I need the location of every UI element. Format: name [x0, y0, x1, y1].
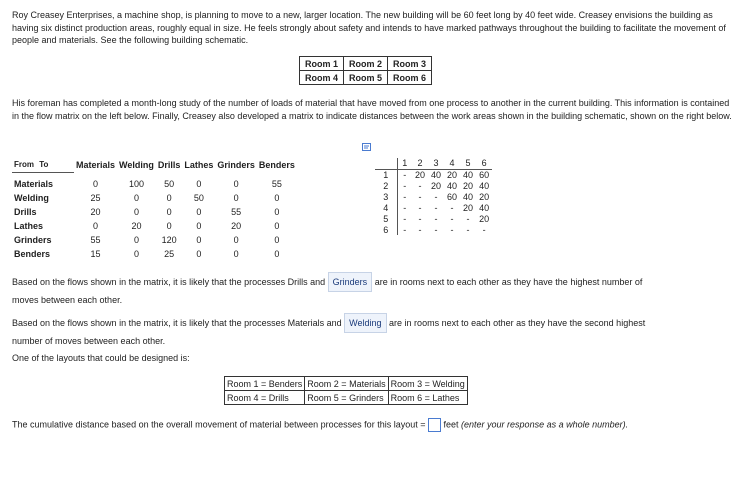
- flow-row: [12, 177, 297, 191]
- question-2: [12, 313, 736, 349]
- q2-text-before: Based on the flows shown in the matrix, it is likely that the processes Materials and: [12, 318, 342, 328]
- flow-corner-header: [12, 158, 74, 172]
- flow-cell: 0: [166, 207, 172, 217]
- distance-cell: -: [418, 191, 422, 202]
- distance-cell: 20: [479, 191, 490, 202]
- distance-row-header: 5: [375, 213, 397, 224]
- distance-col-header: 3: [428, 158, 444, 169]
- flow-row: [12, 247, 297, 261]
- distance-cell: -: [482, 224, 486, 235]
- flow-cell: 0: [196, 249, 202, 259]
- q1-text-before: Based on the flows shown in the matrix, it is likely that the processes Drills and: [12, 277, 326, 287]
- final-unit: feet: [443, 419, 459, 430]
- foreman-paragraph: His foreman has completed a month-long study of the number of loads of material that have moved from one process to another in the current building. This information is contained in the flow matrix on the left below. Finally, Creasey also developed a matrix to indicate distances between the work areas shown in the building schematic, shown on the right below.: [12, 98, 732, 121]
- flow-cell: 55: [231, 207, 242, 217]
- distance-col-header: 1: [397, 158, 412, 169]
- flow-row-header: Materials: [14, 179, 54, 189]
- flow-col-header: Welding: [119, 160, 154, 170]
- flow-cell: 0: [133, 249, 139, 259]
- flow-cell: 100: [128, 179, 144, 189]
- distance-matrix: [375, 158, 492, 235]
- distance-cell: 20: [431, 180, 442, 191]
- schematic-cell: Room 4: [300, 71, 344, 85]
- flow-row-header: Grinders: [14, 235, 52, 245]
- distance-cell: 40: [431, 169, 442, 180]
- q2-text-line2: number of moves between each other.: [12, 336, 166, 346]
- distance-cell: -: [434, 191, 438, 202]
- flow-col-header: Benders: [258, 160, 295, 170]
- distance-col-header: 4: [444, 158, 460, 169]
- building-schematic: [299, 56, 432, 85]
- flow-cell: 0: [196, 207, 202, 217]
- distance-cell: 40: [479, 180, 490, 191]
- distance-cell: 60: [479, 169, 490, 180]
- layout-cell: Room 3 = Welding: [388, 377, 467, 391]
- flow-cell: 0: [233, 235, 239, 245]
- distance-col-header: 5: [460, 158, 476, 169]
- distance-col-header: 2: [412, 158, 428, 169]
- final-hint: (enter your response as a whole number).: [461, 419, 629, 430]
- flow-matrix: [12, 158, 297, 261]
- flow-cell: 0: [133, 207, 139, 217]
- distance-cell: -: [450, 202, 454, 213]
- flow-cell: 25: [90, 193, 101, 203]
- flow-cell: 0: [93, 221, 99, 231]
- distance-cell: 20: [415, 169, 426, 180]
- q2-answer-dropdown[interactable]: Welding: [344, 313, 386, 333]
- distance-cell: -: [403, 202, 407, 213]
- distance-cell: 40: [463, 191, 474, 202]
- flow-cell: 25: [164, 249, 175, 259]
- distance-cell: -: [403, 180, 407, 191]
- flow-cell: 0: [274, 193, 280, 203]
- layout-cell: Room 2 = Materials: [305, 377, 388, 391]
- flow-cell: 0: [166, 221, 172, 231]
- layout-cell: Room 6 = Lathes: [388, 391, 467, 405]
- flow-row: [12, 205, 297, 219]
- distance-cell: -: [418, 180, 422, 191]
- distance-cell: 20: [463, 180, 474, 191]
- distance-cell: -: [450, 224, 454, 235]
- flow-col-header: Grinders: [217, 160, 255, 170]
- flow-cell: 50: [164, 179, 175, 189]
- flow-row: [12, 191, 297, 205]
- question-1: [12, 272, 736, 308]
- distance-cell: 40: [447, 180, 458, 191]
- distance-cell: 20: [463, 202, 474, 213]
- flow-row-header: Drills: [14, 207, 37, 217]
- flow-cell: 0: [274, 221, 280, 231]
- distance-row-header: 4: [375, 202, 397, 213]
- distance-corner: [375, 158, 397, 169]
- copy-icon[interactable]: [362, 143, 371, 151]
- distance-cell: -: [403, 224, 407, 235]
- flow-row-header: Welding: [14, 193, 49, 203]
- distance-cell: -: [434, 202, 438, 213]
- layout-cell: Room 4 = Drills: [225, 391, 305, 405]
- flow-cell: 0: [274, 207, 280, 217]
- schematic-cell: Room 6: [388, 71, 432, 85]
- intro-paragraph: Roy Creasey Enterprises, a machine shop, is planning to move to a new, larger location. The new building will be 60 feet long by 40 feet wide. Creasey envisions the building as having six distinct production areas, roughly equal in size. He feels strongly about safety and intends to have marked pathways throughout the building to facilitate the movement of people and materials. See the following building schematic.: [12, 10, 726, 45]
- distance-cell: 60: [447, 191, 458, 202]
- flow-cell: 50: [193, 193, 204, 203]
- final-question: [12, 418, 736, 432]
- flow-cell: 120: [161, 235, 177, 245]
- distance-cell: -: [434, 224, 438, 235]
- flow-cell: 0: [233, 249, 239, 259]
- distance-cell: -: [418, 224, 422, 235]
- layout-cell: Room 1 = Benders: [225, 377, 305, 391]
- flow-cell: 55: [90, 235, 101, 245]
- flow-cell: 55: [271, 179, 282, 189]
- flow-cell: 0: [233, 179, 239, 189]
- layout-cell: Room 5 = Grinders: [305, 391, 388, 405]
- distance-cell: -: [403, 191, 407, 202]
- distance-cell: -: [434, 213, 438, 224]
- flow-cell: 0: [233, 193, 239, 203]
- distance-cell: -: [466, 224, 470, 235]
- flow-cell: 0: [274, 249, 280, 259]
- flow-cell: 0: [196, 235, 202, 245]
- flow-col-header: Drills: [157, 160, 181, 170]
- distance-answer-input[interactable]: [428, 418, 441, 432]
- flow-col-header: Lathes: [184, 160, 214, 170]
- flow-cell: 0: [196, 179, 202, 189]
- q1-answer-dropdown[interactable]: Grinders: [328, 272, 373, 292]
- distance-row-header: 6: [375, 224, 397, 235]
- q1-text-after: are in rooms next to each other as they have the highest number of: [374, 277, 643, 287]
- flow-cell: 0: [196, 221, 202, 231]
- distance-cell: -: [403, 169, 407, 180]
- distance-row-header: 2: [375, 180, 397, 191]
- flow-row: [12, 219, 297, 233]
- flow-cell: 20: [131, 221, 142, 231]
- flow-col-header: Materials: [76, 160, 116, 170]
- flow-cell: 0: [133, 235, 139, 245]
- distance-cell: 40: [479, 202, 490, 213]
- q2-text-after: are in rooms next to each other as they have the second highest: [389, 318, 646, 328]
- flow-row-header: Benders: [14, 249, 51, 259]
- schematic-cell: Room 1: [300, 57, 344, 71]
- distance-cell: -: [403, 213, 407, 224]
- flow-cell: 20: [231, 221, 242, 231]
- layout-table: [224, 376, 468, 405]
- flow-cell: 0: [93, 179, 99, 189]
- schematic-cell: Room 5: [344, 71, 388, 85]
- flow-row: [12, 233, 297, 247]
- layout-intro: One of the layouts that could be designed is:: [12, 353, 190, 363]
- distance-row-header: 3: [375, 191, 397, 202]
- distance-cell: 40: [463, 169, 474, 180]
- flow-cell: 0: [133, 193, 139, 203]
- flow-cell: 20: [90, 207, 101, 217]
- distance-cell: -: [418, 213, 422, 224]
- to-label: To: [39, 160, 49, 170]
- flow-row-header: Lathes: [14, 221, 44, 231]
- distance-col-header: 6: [476, 158, 492, 169]
- schematic-cell: Room 2: [344, 57, 388, 71]
- q1-text-line2: moves between each other.: [12, 295, 123, 305]
- distance-cell: -: [466, 213, 470, 224]
- schematic-cell: Room 3: [388, 57, 432, 71]
- from-label: From: [14, 160, 34, 170]
- flow-cell: 0: [166, 193, 172, 203]
- distance-cell: 20: [479, 213, 490, 224]
- distance-cell: -: [450, 213, 454, 224]
- distance-row-header: 1: [375, 169, 397, 180]
- flow-cell: 0: [274, 235, 280, 245]
- final-text: The cumulative distance based on the overall movement of material between processes for this layout =: [12, 419, 426, 430]
- flow-cell: 15: [90, 249, 101, 259]
- distance-cell: -: [418, 202, 422, 213]
- distance-cell: 20: [447, 169, 458, 180]
